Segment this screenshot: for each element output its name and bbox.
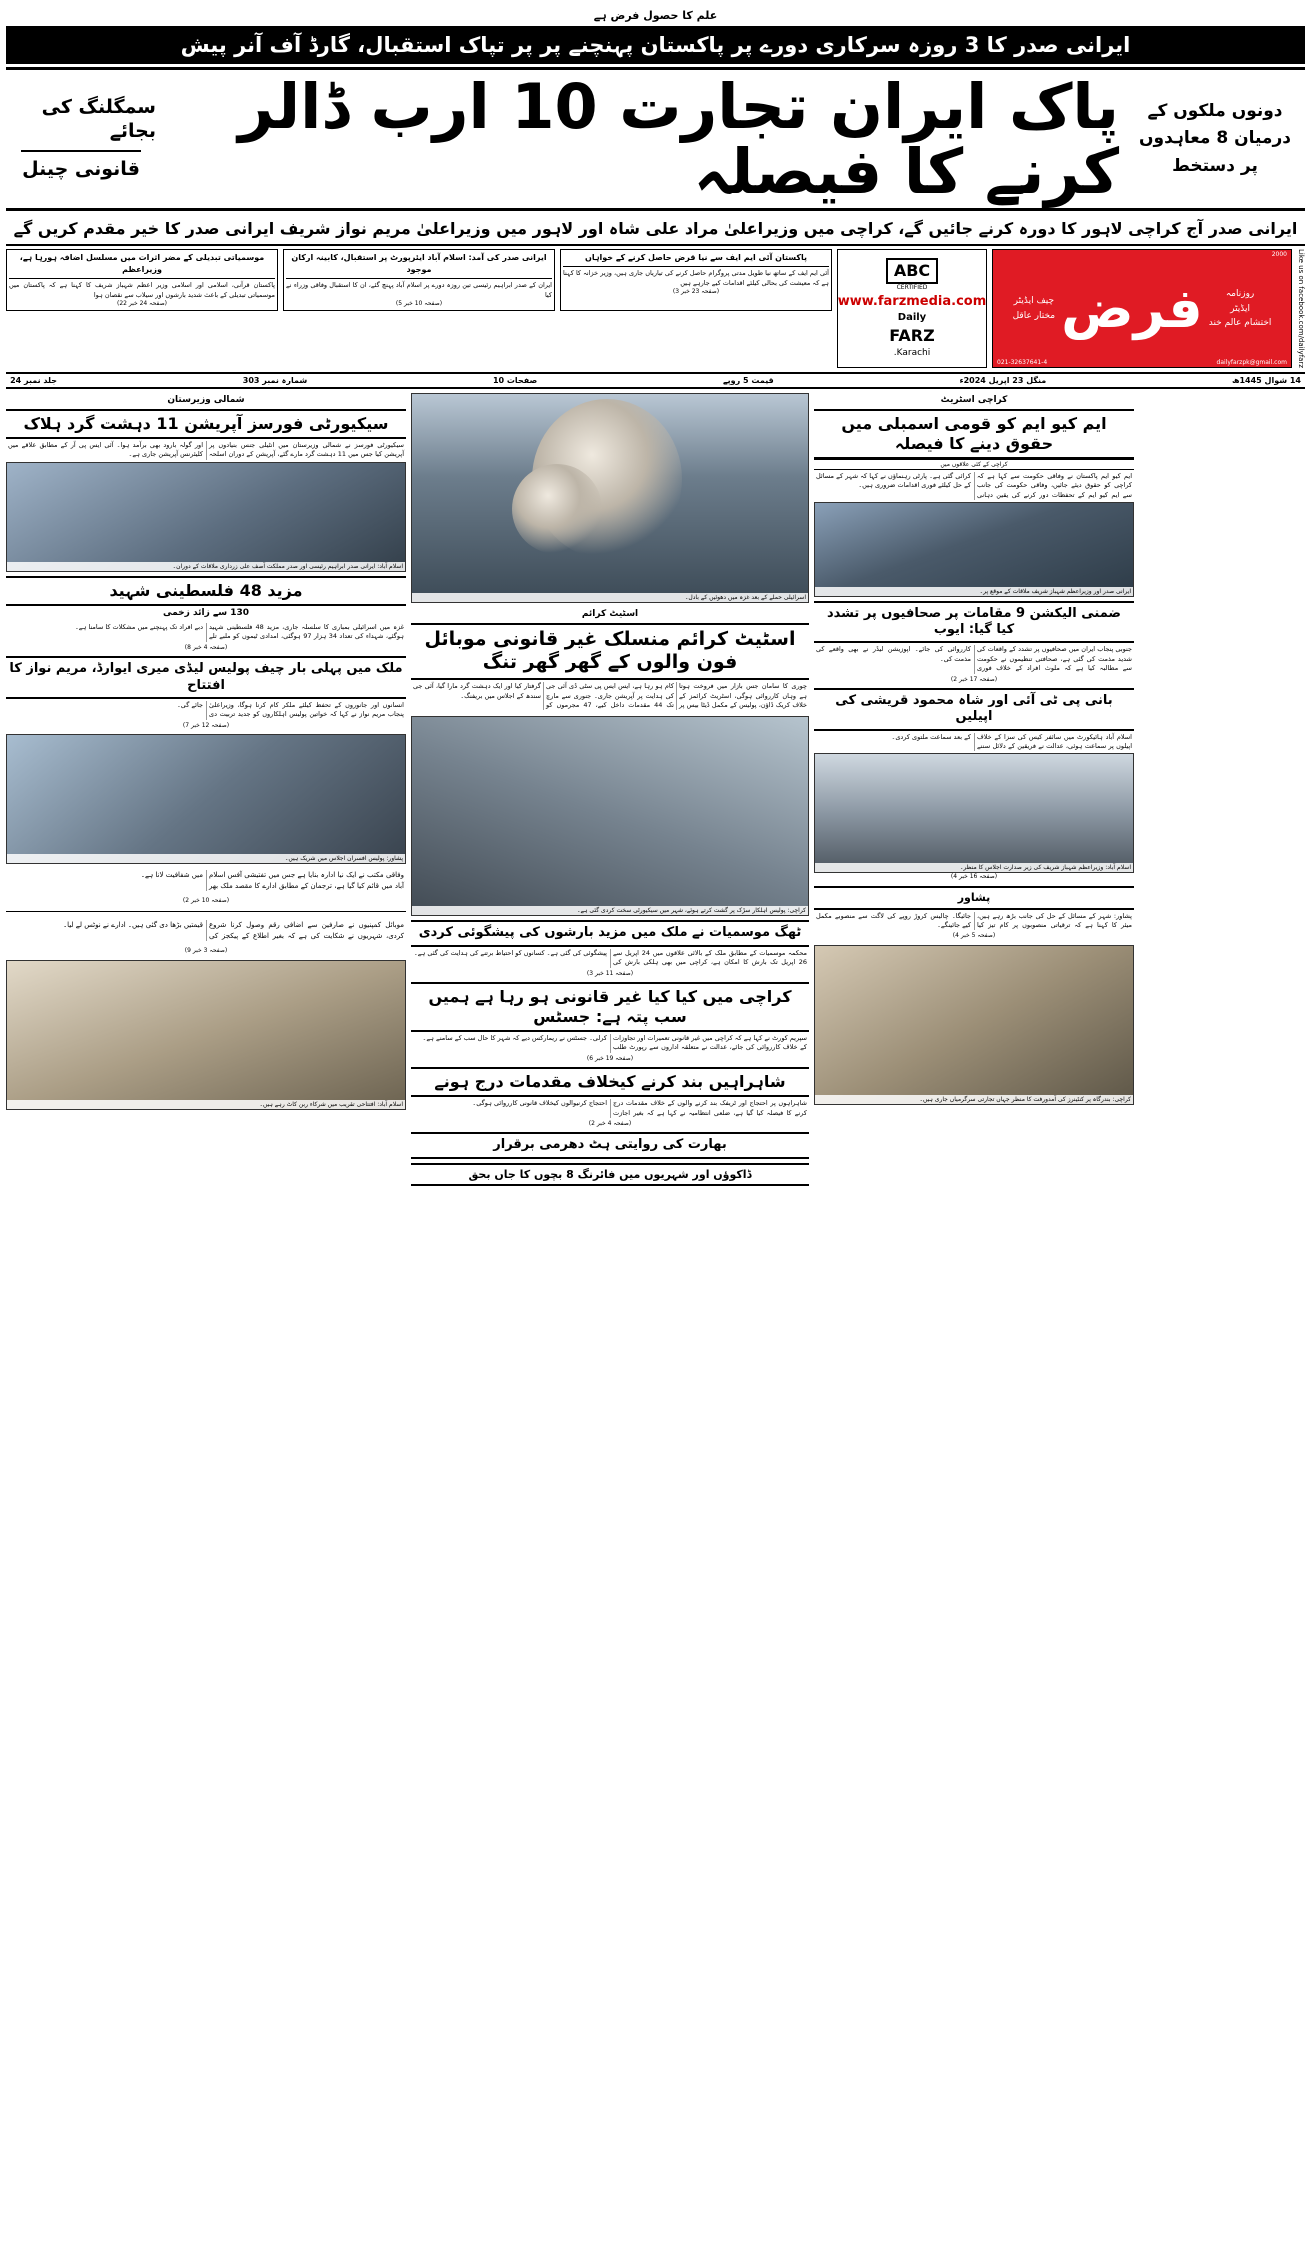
photo-pm-iran-handshake-caption: ایرانی صدر اور وزیراعظم شہباز شریف ملاقات کے موقع پر۔	[815, 587, 1133, 596]
photo-police-meeting-caption: پشاور: پولیس افسران اجلاس میں شریک ہیں۔	[7, 854, 405, 863]
brief-1-body: پاکستان قرآنی، اسلامی اور اسلامی وزیر اعظم شہباز شریف کا کہنا ہے کہ پاکستان میں موسمیاتی تبدیلی کے باعث شدید بارشوں اور سیلاب سے نقصان ہوا	[9, 281, 275, 299]
main-headline: پاک ایران تجارت 10 ارب ڈالر کرنے کا فیصلہ	[238, 70, 1119, 209]
story-karachi-illegal-ref: (صفحہ 19 خبر 6)	[586, 1054, 634, 1062]
story-mqm-sub: کراچی کے کئی علاقوں میں	[814, 459, 1134, 470]
photo-ribbon-cutting	[6, 960, 406, 1110]
story-weather-headline: ٹھگ موسمیات نے ملک میں مزید بارشوں کی پیشگوئی کردی	[411, 920, 809, 946]
abc-certification-block	[837, 249, 987, 368]
story-street-crime-kicker: اسٹیٹ کرائم	[581, 609, 639, 620]
headline-left-kicker	[1125, 74, 1305, 204]
story-women-police-ref: (صفحہ 12 خبر 7)	[182, 721, 230, 729]
headline-left-line2: درمیان 8 معاہدوں	[1139, 128, 1291, 149]
story-road-blockade-ref: (صفحہ 4 خبر 2)	[588, 1120, 632, 1128]
photo-pm-iran-handshake	[814, 502, 1134, 597]
main-content	[6, 393, 1305, 1186]
story-pti-appeals	[814, 688, 1134, 882]
chief-editor-name: مختار عاقل	[1012, 310, 1056, 321]
headline-left-line1: دونوں ملکوں کے	[1147, 101, 1283, 122]
story-mqm-kicker: کراچی اسٹریٹ	[940, 395, 1008, 406]
dateline-issue: شمارہ نمبر 303	[242, 376, 308, 386]
story-mobile-companies-body: موبائل کمپنیوں نے صارفین سے اضافی رقم وصول کرنا شروع کردی، شہریوں نے شکایت کی ہے کہ بغیر اطلاع کے پیکجز کی قیمتیں بڑھا دی گئی ہیں۔ ادارے نے نوٹس لے لیا۔	[63, 921, 404, 940]
photo-cabinet-meeting-caption: اسلام آباد: وزیراعظم شہباز شریف کی زیر صدارت اجلاس کا منظر۔	[815, 863, 1133, 872]
headline-subhead: ایرانی صدر آج کراچی لاہور کا دورہ کرنے جائیں گے، کراچی میں وزیراعلیٰ مراد علی شاہ اور لاہور میں وزیراعلیٰ مریم نواز شریف ایرانی صدر کا خیر مقدم کریں گے	[13, 219, 1298, 239]
story-mqm	[814, 393, 1134, 597]
story-street-crime	[411, 607, 809, 712]
dateline	[6, 372, 1305, 389]
masthead-phone: 021-32637641-4	[997, 359, 1048, 367]
story-women-police-body: انسانوں اور جانوروں کے تحفظ کیلئے ملکر کام کرنا ہوگا، وزیراعلیٰ پنجاب مریم نواز نے کہا کہ خواتین پولیس اہلکاروں کو جدید تربیت دی جائے گی۔	[176, 700, 404, 719]
top-briefs	[6, 249, 832, 368]
story-road-blockade-body: شاہراہوں پر احتجاج اور ٹریفک بند کرنے والوں کے خلاف مقدمات درج کرنے کا فیصلہ کیا گیا ہے، ضلعی انتظامیہ نے کہا ہے کہ بغیر اجازت احتجاج کرنیوالوں کیخلاف قانونی کارروائی ہوگی۔	[472, 1099, 807, 1117]
story-journalists-ref: (صفحہ 17 خبر 2)	[950, 675, 998, 683]
story-pti-appeals-ref: (صفحہ 16 خبر 4)	[950, 873, 998, 881]
editor-name: اختشام عالم خند	[1208, 317, 1272, 328]
headline-right-line2: قانونی چینل	[22, 157, 140, 180]
photo-ribbon-cutting-caption: اسلام آباد: افتتاحی تقریب میں شرکاء ربن کاٹ رہے ہیں۔	[7, 1100, 405, 1109]
story-women-police	[6, 656, 406, 730]
paper-name-ur: فرض	[1061, 276, 1203, 340]
city-en: Karachi.	[893, 348, 931, 359]
story-palestine-sub: 130 سے زائد زخمی	[163, 607, 249, 618]
photo-port-containers	[814, 945, 1134, 1105]
brief-1	[6, 249, 278, 311]
story-peshawar-headline: پشاور	[814, 886, 1134, 910]
story-journalists-body: جنوبی پنجاب ایران میں صحافیوں پر تشدد کے واقعات کی شدید مذمت کی گئی ہے، صحافتی تنظیموں نے حکومت سے مطالبہ کیا ہے کہ ملوث افراد کے خلاف فوری کارروائی کی جائے۔ اپوزیشن لیڈر نے بھی واقعے کی مذمت کی۔	[816, 645, 1132, 673]
column-center	[411, 393, 809, 1186]
dateline-hijri: 14 شوال 1445ھ	[1231, 376, 1301, 386]
story-karachi-illegal-body: سپریم کورٹ نے کہا ہے کہ کراچی میں غیر قانونی تعمیرات اور تجاوزات کے خلاف کارروائی کی جائے، عدالت نے متعلقہ اداروں سے رپورٹ طلب کرلی۔ جسٹس نے ریمارکس دیے کہ شہر کا حال سب کے سامنے ہے۔	[422, 1033, 807, 1052]
story-peshawar-body: پشاور: شہر کے مسائل کے حل کی جانب بڑھ رہے ہیں، میئر کا کہنا ہے کہ ترقیاتی منصوبوں پر کام تیز کیا جائیگا۔ چالیس کروڑ روپے کی لاگت سے منصوبے مکمل کیے جائینگے۔	[816, 911, 1132, 930]
story-road-blockade	[411, 1067, 809, 1128]
logo-band	[6, 249, 1305, 368]
story-street-crime-body: چوری کا سامان جس بازار میں فروخت ہوتا ہے وہاں کارروائی ہوگی، اسٹریٹ کرائمز کے خلاف کریک ڈاؤن، پولیس کے مکمل ڈیٹا بیس پر کام ہو رہا ہے، ایس ایس پی سٹی ڈی آئی جی کی ہدایت پر آپریشن جاری۔ جنوری سے مارچ تک 44 مقدمات داخل کیے، 47 مجرموں کو گرفتار کیا اور ایک دہشت گرد مارا گیا، آئی جی سندھ کے اجلاس میں بریفنگ۔	[413, 682, 807, 710]
brief-1-ref: (صفحہ 24 خبر 22)	[116, 300, 168, 308]
headline-right-line1: سمگلنگ کی بجائے	[41, 96, 156, 143]
brief-2-body: ایران کے صدر ابراہیم رئیسی تین روزہ دورے پر اسلام آباد پہنچ گئے، ان کا استقبال وفاقی وزراء نے کیا	[286, 281, 552, 299]
abc-sub: CERTIFIED	[896, 284, 928, 292]
banner-headline: ایرانی صدر کا 3 روزہ سرکاری دورے پر پاکستان پہنچنے پر پر تپاک استقبال، گارڈ آف آنر پیش	[6, 26, 1305, 64]
story-palestine-body: غزہ میں اسرائیلی بمباری کا سلسلہ جاری، مزید 48 فلسطینی شہید ہوگئے، شہداء کی تعداد 34 ہزار 97 ہوگئی، امدادی ٹیموں کو ملبے تلے دبے افراد تک پہنچنے میں مشکلات کا سامنا ہے۔	[74, 623, 405, 641]
photo-iran-president-meeting	[6, 462, 406, 572]
photo-police-meeting	[6, 734, 406, 864]
story-security-operation	[6, 393, 406, 571]
story-karachi-illegal-headline: کراچی میں کیا کیا غیر قانونی ہو رہا ہے ہمیں سب پتہ ہے: جسٹس	[411, 982, 809, 1032]
headline-right-kicker	[6, 74, 156, 204]
story-weather-ref: (صفحہ 11 خبر 3)	[586, 969, 634, 977]
circulation-count: 2000	[1271, 251, 1287, 259]
masthead-left-meta	[1007, 294, 1062, 323]
photo-gaza-strike	[411, 393, 809, 603]
brief-1-headline: موسمیاتی تبدیلی کے مضر اثرات میں مسلسل اضافہ ہورہا ہے، وزیراعظم	[19, 253, 265, 275]
story-journalists	[814, 601, 1134, 684]
photo-cabinet-meeting	[814, 753, 1134, 873]
dateline-price: قیمت 5 روپے	[722, 376, 774, 386]
story-mqm-body: ایم کیو ایم پاکستان نے وفاقی حکومت سے کہا ہے کہ کراچی کو حقوق دیئے جائیں، وفاقی حکومت کی جانب سے ایم کیو ایم کے تحفظات دور کرنے کی یقین دہانی کرائی گئی ہے۔ پارٹی رہنماؤں نے کہا کہ شہر کے مسائل کے حل کیلئے فوری اقدامات ضروری ہیں۔	[816, 471, 1132, 499]
story-palestine-ref: (صفحہ 4 خبر 8)	[184, 643, 228, 651]
dateline-volume: جلد نمبر 24	[10, 376, 58, 386]
brief-3-headline: پاکستان آئی ایم ایف سے نیا قرض حاصل کرنے کے خواہاں	[584, 253, 808, 263]
story-security-kicker: شمالی وزیرستان	[167, 395, 245, 406]
brief-2	[283, 249, 555, 311]
masthead-right-meta	[1203, 287, 1278, 330]
photo-police-patrol	[411, 716, 809, 916]
story-pti-appeals-body: اسلام آباد ہائیکورٹ میں سائفر کیس کی سزا کے خلاف اپیلوں پر سماعت ہوئی، عدالت نے فریقین کے دلائل سننے کے بعد سماعت ملتوی کردی۔	[891, 732, 1132, 751]
paper-name-en: FARZ	[889, 325, 935, 345]
brief-3-ref: (صفحہ 23 خبر 3)	[672, 288, 720, 296]
website-link[interactable]: www.farzmedia.com	[837, 293, 987, 309]
story-peshawar	[814, 886, 1134, 941]
photo-gaza-strike-caption: اسرائیلی حملے کے بعد غزہ میں دھوئیں کے بادل۔	[412, 593, 808, 602]
brief-2-headline: ایرانی صدر کی آمد: اسلام آباد ایئرپورٹ پر استقبال، کابینہ ارکان موجود	[291, 253, 547, 275]
chief-editor-label: چیف ایڈیٹر	[1013, 296, 1055, 307]
story-weather	[411, 920, 809, 977]
column-left	[814, 393, 1134, 1186]
photo-police-patrol-caption: کراچی: پولیس اہلکار سڑک پر گشت کرتے ہوئے، شہر میں سیکیورٹی سخت کردی گئی ہے۔	[412, 906, 808, 915]
story-palestine	[6, 576, 406, 653]
brief-3-body: آئی ایم ایف کے ساتھ نیا طویل مدتی پروگرام حاصل کرنے کی تیاریاں جاری ہیں، وزیر خزانہ کا کہنا ہے کہ معیشت کی بحالی کیلئے اقدامات کیے جارہے ہیں	[563, 269, 829, 287]
story-mqm-headline: ایم کیو ایم کو قومی اسمبلی میں حقوق دینے کا فیصلہ	[814, 409, 1134, 459]
headline-left-line3: پر دستخط	[1172, 155, 1258, 176]
story-agency-ref: (صفحہ 10 خبر 2)	[182, 897, 230, 905]
daily-label: Daily	[897, 311, 927, 323]
story-mobile-companies-ref: (صفحہ 3 خبر 9)	[184, 947, 228, 955]
masthead-logo	[992, 249, 1292, 368]
story-security-body: سیکیورٹی فورسز نے شمالی وزیرستان میں انٹیلی جنس بنیادوں پر آپریشن کیا جس میں 11 دہشت گرد مارے گئے، آپریشن کے دوران اسلحہ اور گولہ بارود بھی برآمد ہوا۔ آئی ایس پی آر کے مطابق علاقے میں کلیئرنس آپریشن جاری ہے۔	[8, 440, 404, 459]
story-palestine-headline: مزید 48 فلسطینی شہید	[6, 576, 406, 606]
story-agency-body: وفاقی مکتب نے ایک نیا ادارہ بنایا ہے جس میں تفتیشی آفس اسلام آباد میں قائم کیا گیا ہے، ترجمان کے مطابق ادارے کا مقصد ملک بھر میں شفافیت لانا ہے۔	[140, 871, 404, 890]
story-karachi-illegal	[411, 982, 809, 1063]
masthead-email[interactable]: dailyfarzpk@gmail.com	[1216, 359, 1287, 367]
story-pti-appeals-headline: بانی پی ٹی آئی اور شاہ محمود قریشی کی اپیلیں	[814, 688, 1134, 731]
story-peshawar-ref: (صفحہ 5 خبر 4)	[952, 932, 996, 940]
abc-logo: ABC	[886, 258, 938, 284]
story-india-headline: بھارت کی روایتی ہٹ دھرمی برقرار	[411, 1132, 809, 1158]
brief-3	[560, 249, 832, 311]
brief-2-ref: (صفحہ 10 خبر 5)	[395, 300, 443, 308]
facebook-note[interactable]: Like us on facebook.com/dailyfarz	[1297, 249, 1305, 369]
story-road-blockade-headline: شاہراہیں بند کرنے کیخلاف مقدمات درج ہونے	[411, 1067, 809, 1097]
story-street-crime-headline: اسٹیٹ کرائم منسلک غیر قانونی موبائل فون والوں کے گھر گھر تنگ	[411, 623, 809, 681]
story-firing-headline: ڈاکوؤں اور شہریوں میں فائرنگ 8 بچوں کا جاں بحق	[411, 1163, 809, 1187]
photo-port-containers-caption: کراچی: بندرگاہ پر کنٹینرز کی آمدورفت کا منظر جہاں تجارتی سرگرمیاں جاری ہیں۔	[815, 1095, 1133, 1104]
dateline-pages: صفحات 10	[492, 376, 538, 386]
column-right	[6, 393, 406, 1186]
story-weather-body: محکمہ موسمیات کے مطابق ملک کے بالائی علاقوں میں 24 اپریل سے 26 اپریل تک بارش کا امکان ہے، کراچی میں بھی ہلکی بارش کی پیشگوئی کی گئی ہے۔ کسانوں کو احتیاط برتنے کی ہدایت کی گئی ہے۔	[413, 948, 807, 967]
roznama-label: روزنامہ	[1225, 289, 1255, 300]
dateline-date: منگل 23 اپریل 2024ء	[959, 376, 1047, 386]
story-security-headline: سیکیورٹی فورسز آپریشن 11 دہشت گرد ہلاک	[6, 409, 406, 439]
editor-label: ایڈیٹر	[1230, 303, 1251, 314]
photo-iran-president-caption: اسلام آباد: ایرانی صدر ابراہیم رئیسی اور صدر مملکت آصف علی زرداری ملاقات کے دوران۔	[7, 562, 405, 571]
top-slogan: علم کا حصول فرض ہے	[593, 8, 718, 22]
story-women-police-headline: ملک میں پہلی بار چیف پولیس لیڈی میری ایوارڈ، مریم نواز کا افتتاح	[6, 656, 406, 699]
main-headline-block	[6, 67, 1305, 211]
story-journalists-headline: ضمنی الیکشن 9 مقامات پر صحافیوں پر تشدد کیا گیا: ایوب	[814, 601, 1134, 644]
